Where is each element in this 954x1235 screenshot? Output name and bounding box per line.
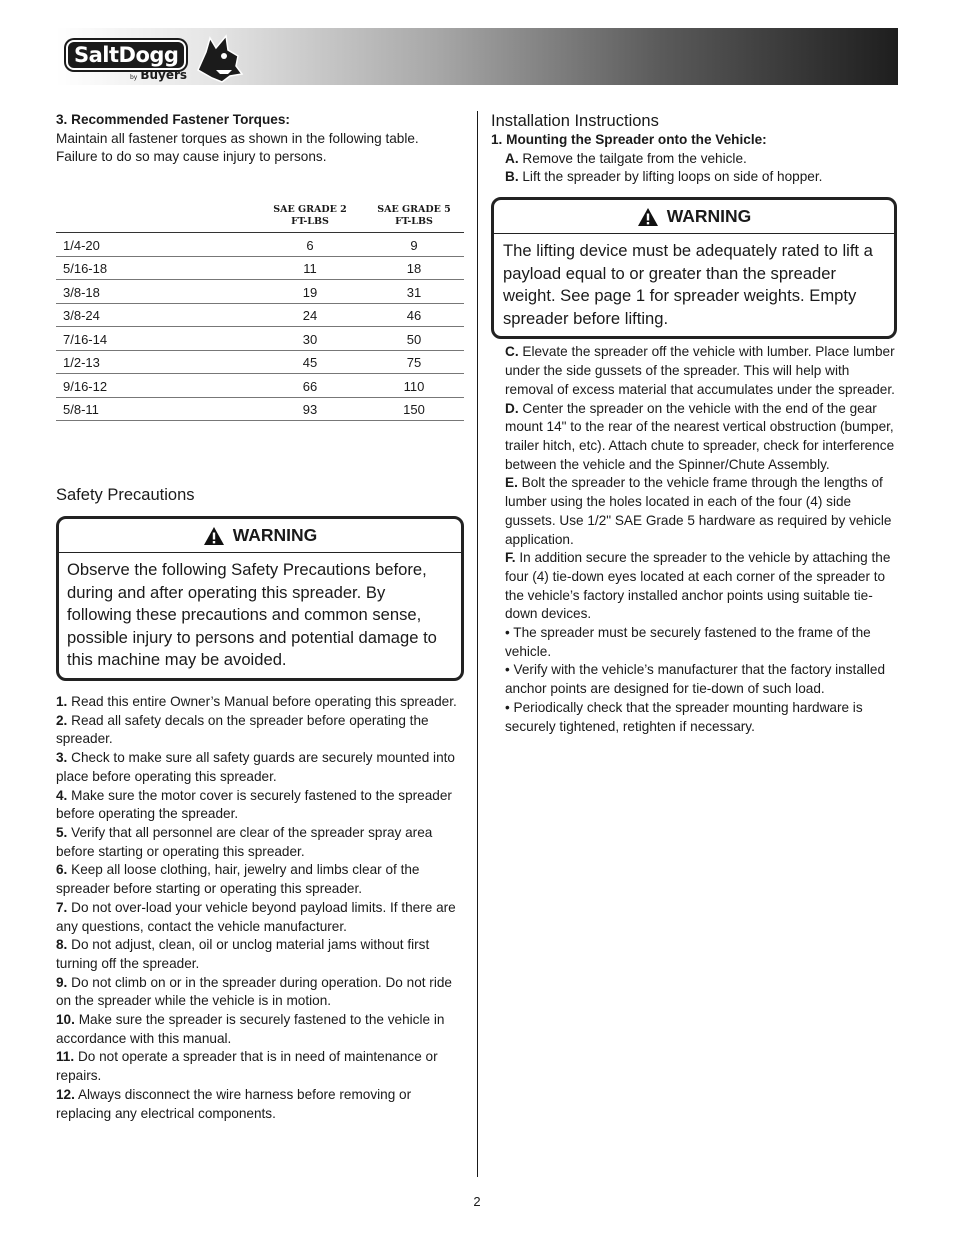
table-row: 3/8-18 19 31 — [56, 280, 464, 304]
warning-label: WARNING — [232, 525, 318, 546]
list-item: 6. Keep all loose clothing, hair, jewelry and limbs clear of the spreader before starting or operating this spreader. — [56, 862, 420, 897]
list-item: 4. Make sure the motor cover is securely fastened to the spreader before operating the spreader. — [56, 787, 452, 822]
install-item-b: B. Lift the spreader by lifting loops on side of hopper. — [505, 169, 823, 185]
torque-table — [56, 204, 464, 421]
safety-title: Safety Precautions — [56, 486, 195, 505]
warning-triangle-icon — [203, 526, 225, 546]
list-item: 9. Do not climb on or in the spreader during operation. Do not ride on the spreader while the vehicle is in motion. — [56, 974, 452, 1009]
logo-byline: by Buyers — [130, 68, 188, 82]
table-row: 7/16-14 30 50 — [56, 327, 464, 351]
install-item-c: C. Elevate the spreader off the vehicle with lumber. Place lumber under the side gussets of the spreader. This will help with removal of excess material that accumulates under the spreader. — [505, 344, 895, 397]
warning-header — [494, 200, 894, 234]
dog-mascot-icon — [192, 30, 244, 84]
lifting-warning-text: The lifting device must be adequately rated to lift a payload equal to or greater than the spreader weight. See page 1 for spreader weights. Empty spreader before lifting. — [503, 241, 873, 328]
install-step-heading: 1. Mounting the Spreader onto the Vehicle: — [491, 132, 767, 147]
torque-intro: Maintain all fastener torques as shown in the following table. Failure to do so may cause injury to persons. — [56, 130, 419, 165]
list-item: 12. Always disconnect the wire harness before removing or replacing any electrical components. — [56, 1086, 412, 1121]
table-row: 9/16-12 66 110 — [56, 374, 464, 398]
list-item: 8. Do not adjust, clean, oil or unclog material jams without first turning off the spreader. — [56, 937, 430, 971]
install-item-f: F. In addition secure the spreader to the vehicle by attaching the four (4) tie-down eyes located at each corner of the spreader to the vehicle’s factory installed anchor points using suitable tie-down devices. — [505, 550, 891, 622]
install-item-e: E. Bolt the spreader to the vehicle frame through the lengths of lumber using the holes located in each of the four (4) side gussets. Use 1/2" SAE Grade 5 hardware as required by vehicle application. — [505, 475, 892, 547]
table-row: 5/16-18 11 18 — [56, 256, 464, 280]
warning-label: WARNING — [666, 206, 752, 227]
install-bullet: • Periodically check that the spreader mounting hardware is securely tightened, retighten if necessary. — [505, 699, 863, 734]
lifting-warning-box — [491, 197, 897, 339]
install-item-d: D. Center the spreader on the vehicle with the end of the gear mount 14" to the rear of the nearest vertical obstruction (bumper, trailer hitch, etc). Attach chute to spreader, check for interference between the vehicle and the Spinner/Chute Assembly. — [505, 400, 895, 472]
table-row: 1/2-13 45 75 — [56, 350, 464, 374]
install-item-a: A. Remove the tailgate from the vehicle. — [505, 150, 747, 166]
warning-triangle-icon — [637, 207, 659, 227]
safety-list — [56, 693, 464, 1123]
install-bullet: • The spreader must be securely fastened to the frame of the vehicle. — [505, 625, 871, 659]
safety-warning-text: Observe the following Safety Precautions before, during and after operating this spreader. By following these precautions and common sense, possible injury to persons and potential damage to this machine may be avoided. — [67, 560, 437, 670]
list-item: 7. Do not over-load your vehicle beyond payload limits. If there are any questions, contact the vehicle manufacturer. — [56, 899, 456, 934]
page-number: 2 — [473, 1194, 481, 1209]
table-header-grade5: SAE GRADE 5 FT-LBS — [364, 204, 464, 233]
saltdogg-logo — [66, 30, 244, 84]
table-header-size — [56, 204, 256, 233]
list-item: 5. Verify that all personnel are clear of the spreader spray area before starting or operating this spreader. — [56, 825, 433, 859]
torque-heading: 3. Recommended Fastener Torques: — [56, 112, 290, 127]
list-item: 1. Read this entire Owner’s Manual before operating this spreader. — [56, 694, 457, 710]
table-row: 5/8-11 93 150 — [56, 397, 464, 421]
install-title: Installation Instructions — [491, 112, 659, 130]
logo-wordmark: SaltDogg — [66, 40, 186, 70]
list-item: 10. Make sure the spreader is securely fastened to the vehicle in accordance with this manual. — [56, 1012, 445, 1046]
table-row: 3/8-24 24 46 — [56, 303, 464, 327]
right-column — [491, 111, 897, 736]
list-item: 11. Do not operate a spreader that is in need of maintenance or repairs. — [56, 1049, 438, 1084]
install-details — [491, 343, 897, 736]
table-header-grade2: SAE GRADE 2 FT-LBS — [256, 204, 364, 233]
list-item: 3. Check to make sure all safety guards are securely mounted into place before operating this spreader. — [56, 750, 455, 784]
install-bullet: • Verify with the vehicle’s manufacturer that the factory installed anchor points are designed for tie-down of such load. — [505, 662, 886, 697]
left-column — [56, 111, 464, 1123]
column-divider — [477, 111, 478, 1177]
list-item: 2. Read all safety decals on the spreader before operating the spreader. — [56, 712, 429, 747]
warning-header — [59, 519, 461, 553]
table-row: 1/4-20 6 9 — [56, 233, 464, 257]
safety-warning-box — [56, 516, 464, 681]
